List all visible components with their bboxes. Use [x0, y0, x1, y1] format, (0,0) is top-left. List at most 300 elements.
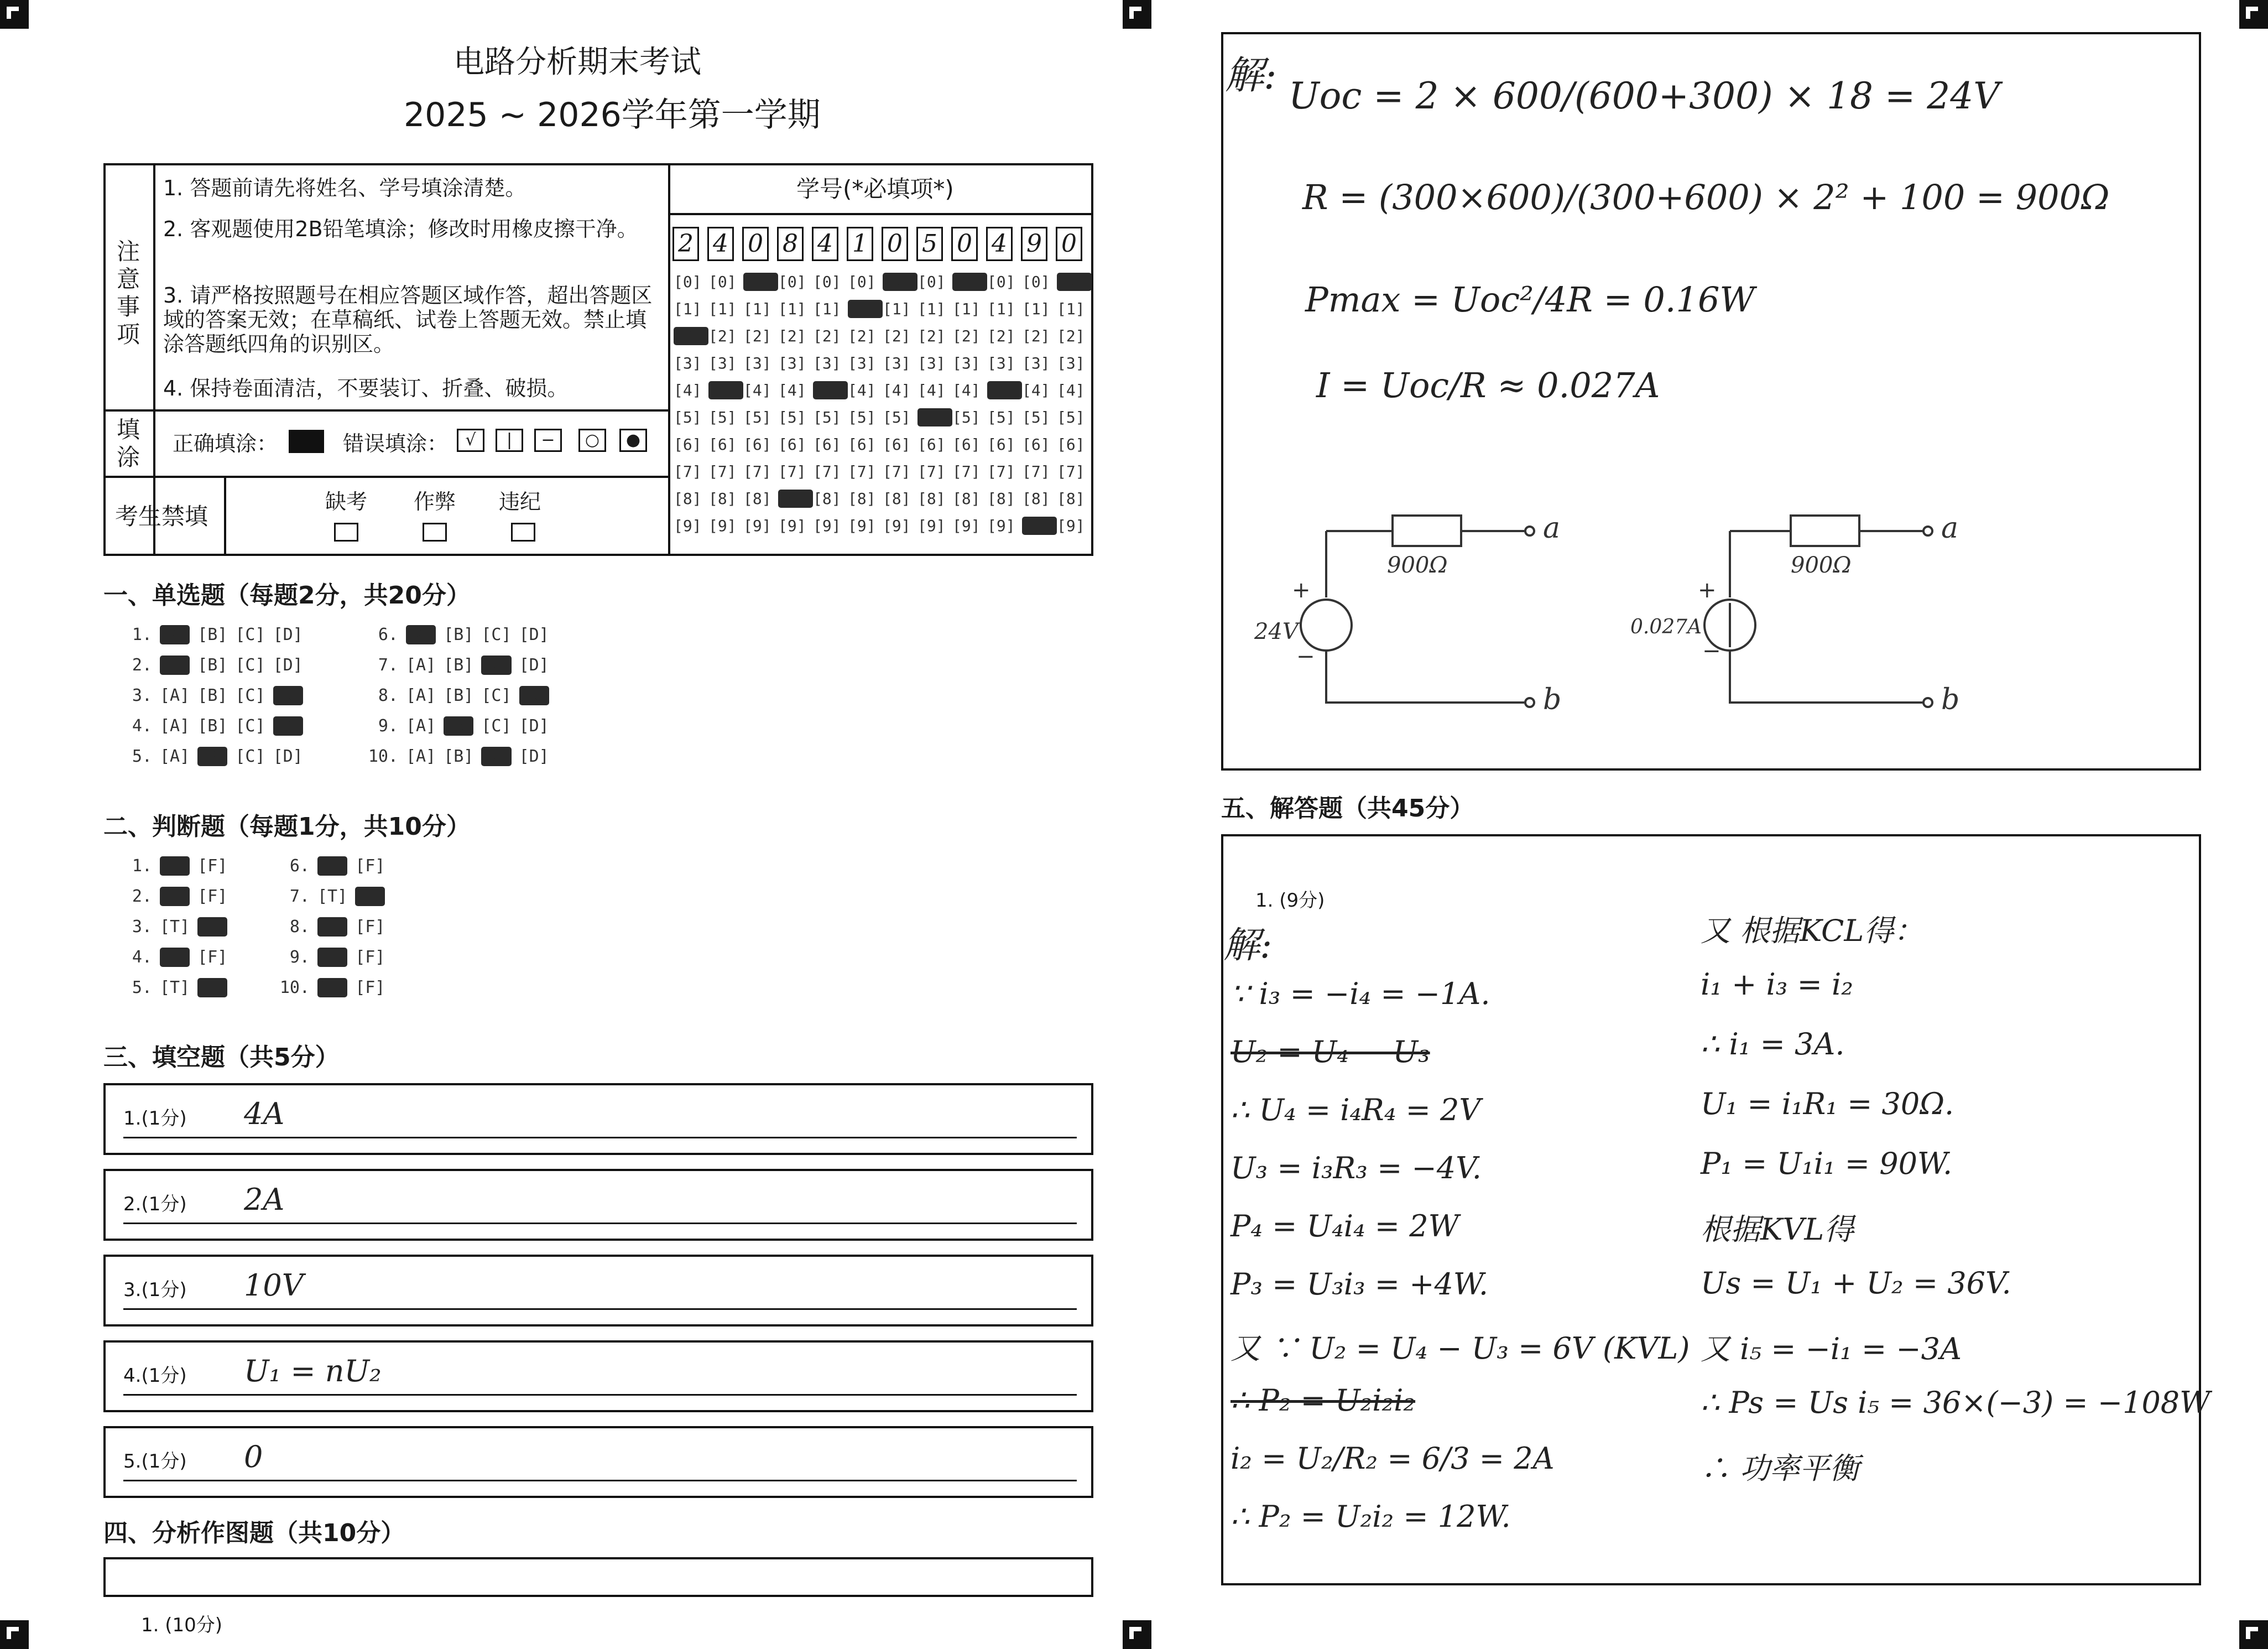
- student-id-bubble[interactable]: [8]: [1057, 490, 1085, 508]
- student-id-bubble[interactable]: [0]: [1022, 273, 1050, 291]
- tf-question-4: [119, 948, 235, 967]
- tf-question-number: 1.: [132, 856, 152, 876]
- mc-option-d[interactable]: [D]: [273, 686, 303, 705]
- student-id-bubble[interactable]: [6]: [743, 435, 771, 454]
- forbidden-absent-label: 缺考: [325, 490, 368, 514]
- mc-option-a[interactable]: [A]: [406, 686, 436, 705]
- mc-question-7: [365, 656, 557, 675]
- mc-option-a[interactable]: [A]: [406, 625, 436, 644]
- student-id-bubble[interactable]: [8]: [917, 490, 946, 508]
- student-id-bubble[interactable]: [8]: [883, 490, 911, 508]
- fill-answer-box-1[interactable]: [103, 1083, 1093, 1155]
- student-id-bubble[interactable]: [2]: [883, 327, 911, 345]
- student-id-bubble[interactable]: [0]: [987, 273, 1015, 291]
- mc-option-a[interactable]: [A]: [406, 656, 436, 675]
- student-id-bubble[interactable]: [4]: [917, 381, 946, 399]
- student-id-bubble[interactable]: [9]: [674, 517, 702, 535]
- mc-question-9: [365, 716, 557, 736]
- student-id-bubble[interactable]: [8]: [743, 490, 771, 508]
- fill-label: 3.(1分): [123, 1279, 187, 1301]
- mc-option-d[interactable]: [D]: [273, 656, 303, 675]
- mc-option-b[interactable]: [B]: [444, 686, 474, 705]
- student-id-bubble[interactable]: [3]: [952, 354, 981, 372]
- mc-option-c[interactable]: [C]: [481, 716, 512, 736]
- student-id-bubble[interactable]: [9]: [1057, 517, 1085, 535]
- mc-question-number: 8.: [378, 686, 398, 705]
- svg-text:−: −: [1296, 644, 1315, 669]
- mc-option-a[interactable]: [A]: [160, 625, 190, 644]
- essay-left-line: ∴ P₂ = U₂i₂i₂: [1231, 1383, 1416, 1418]
- student-id-bubble[interactable]: [3]: [778, 354, 806, 372]
- student-id-bubble[interactable]: [0]: [917, 273, 946, 291]
- student-id-bubble[interactable]: [6]: [813, 435, 841, 454]
- student-id-bubble[interactable]: [1]: [778, 300, 806, 318]
- corner-mark-top-left: [0, 0, 29, 29]
- analysis-answer-box[interactable]: [103, 1557, 1093, 1597]
- student-id-bubble[interactable]: [9]: [743, 517, 771, 535]
- student-id-bubble[interactable]: [6]: [987, 435, 1015, 454]
- student-id-bubble[interactable]: [3]: [708, 354, 737, 372]
- mc-option-d[interactable]: [D]: [519, 716, 549, 736]
- student-id-bubble[interactable]: [1]: [952, 300, 981, 318]
- student-id-bubble[interactable]: [6]: [917, 435, 946, 454]
- svg-text:−: −: [1702, 638, 1721, 664]
- mc-option-b[interactable]: [B]: [444, 656, 474, 675]
- student-id-bubble[interactable]: [6]: [1057, 435, 1085, 454]
- wrong-sample-check: √: [457, 429, 484, 452]
- student-id-bubble[interactable]: [7]: [708, 462, 737, 481]
- tf-option-f[interactable]: [F]: [197, 887, 228, 906]
- mc-option-c[interactable]: [C]: [481, 625, 512, 644]
- forbidden-cheat-label: 作弊: [414, 490, 456, 514]
- fill-underline: [123, 1394, 1077, 1396]
- student-id-bubble[interactable]: [0]: [743, 273, 778, 291]
- circuit-2-resistor-label: 900Ω: [1791, 553, 1852, 578]
- student-id-bubble[interactable]: [5]: [674, 408, 702, 426]
- tf-section-title: 二、判断题（每题1分，共10分）: [103, 813, 471, 841]
- mc-question-number: 4.: [132, 716, 152, 736]
- student-id-bubble[interactable]: [9]: [952, 517, 981, 535]
- student-id-bubble[interactable]: [0]: [813, 273, 841, 291]
- fill-label: 4.(1分): [123, 1365, 187, 1387]
- essay-left-line: i₂ = U₂/R₂ = 6/3 = 2A: [1231, 1441, 1555, 1476]
- student-id-bubble[interactable]: [8]: [987, 490, 1015, 508]
- essay-right-line: 又 根据KCL得：: [1701, 913, 1924, 948]
- mc-option-b[interactable]: [B]: [197, 625, 228, 644]
- student-id-bubble-row: [674, 273, 1092, 291]
- tf-option-f[interactable]: [F]: [355, 856, 385, 876]
- student-id-bubble[interactable]: [4]: [674, 381, 702, 399]
- tf-question-number: 8.: [289, 917, 310, 937]
- student-id-bubble[interactable]: [3]: [848, 354, 876, 372]
- student-id-bubble[interactable]: [2]: [778, 327, 806, 345]
- mc-option-a[interactable]: [A]: [406, 747, 436, 766]
- student-id-bubble[interactable]: [7]: [917, 462, 946, 481]
- tf-question-5: [119, 978, 235, 997]
- tf-option-f[interactable]: [F]: [197, 978, 228, 997]
- mc-option-c[interactable]: [C]: [235, 686, 265, 705]
- mc-question-6: [365, 625, 557, 644]
- student-id-bubble[interactable]: [5]: [1022, 408, 1050, 426]
- student-id-bubble[interactable]: [4]: [848, 381, 876, 399]
- tf-question-8: [277, 917, 393, 937]
- tf-question-number: 10.: [279, 978, 310, 997]
- forbidden-label: 考生禁填: [115, 503, 208, 530]
- student-id-digit[interactable]: 1: [847, 227, 873, 261]
- absent-checkbox[interactable]: [334, 523, 358, 542]
- student-id-bubble[interactable]: [2]: [1057, 327, 1085, 345]
- student-id-bubble[interactable]: [4]: [1057, 381, 1085, 399]
- svg-text:+: +: [1292, 578, 1311, 603]
- student-id-bubble[interactable]: [3]: [1057, 354, 1085, 372]
- exam-term: 2025 ~ 2026学年第一学期: [404, 96, 821, 134]
- mc-option-d[interactable]: [D]: [519, 747, 549, 766]
- fill-underline: [123, 1308, 1077, 1310]
- svg-text:+: +: [1698, 578, 1717, 603]
- correct-fill-label: 正确填涂：: [173, 431, 278, 456]
- fill-handwritten-answer: 4A: [244, 1096, 285, 1131]
- mc-option-a[interactable]: [A]: [406, 716, 436, 736]
- student-id-label: 学号(*必填项*): [796, 175, 954, 202]
- mc-question-2: [119, 656, 311, 675]
- student-id-bubble[interactable]: [5]: [813, 408, 841, 426]
- student-id-bubble[interactable]: [2]: [1022, 327, 1050, 345]
- tf-option-f[interactable]: [F]: [355, 978, 385, 997]
- student-id-bubble[interactable]: [8]: [778, 490, 813, 508]
- circuit-2: [1704, 516, 1932, 707]
- mc-option-c[interactable]: [C]: [481, 686, 512, 705]
- mc-option-d[interactable]: [D]: [273, 625, 303, 644]
- essay-left-line: ∴ U₄ = i₄R₄ = 2V: [1231, 1093, 1481, 1127]
- student-id-bubble[interactable]: [7]: [674, 462, 702, 481]
- mc-option-c[interactable]: [C]: [235, 747, 265, 766]
- corner-mark-bottom-mid: [1123, 1620, 1151, 1649]
- tf-question-number: 5.: [132, 978, 152, 997]
- mc-option-c[interactable]: [C]: [481, 656, 512, 675]
- fill-answer-box-5[interactable]: [103, 1426, 1093, 1498]
- essay-section-title: 五、解答题（共45分）: [1221, 794, 1474, 823]
- student-id-bubble[interactable]: [0]: [952, 273, 987, 291]
- mc-question-number: 2.: [132, 656, 152, 675]
- student-id-bubble[interactable]: [2]: [848, 327, 876, 345]
- student-id-digit[interactable]: 0: [951, 227, 978, 261]
- student-id-bubble[interactable]: [0]: [674, 273, 702, 291]
- student-id-bubble[interactable]: [1]: [987, 300, 1015, 318]
- student-id-bubble[interactable]: [3]: [917, 354, 946, 372]
- notice-label: 注意事项: [116, 238, 140, 348]
- essay-left-line: 又 ∵ U₂ = U₄ − U₃ = 6V (KVL): [1231, 1331, 1690, 1366]
- fill-section-title: 三、填空题（共5分）: [103, 1043, 340, 1071]
- student-id-bubble[interactable]: [8]: [848, 490, 876, 508]
- tf-option-f[interactable]: [F]: [355, 887, 385, 906]
- student-id-bubble[interactable]: [7]: [778, 462, 806, 481]
- essay-right-line: ∴ i₁ = 3A.: [1701, 1027, 1845, 1062]
- mc-option-d[interactable]: [D]: [519, 656, 549, 675]
- cheat-checkbox[interactable]: [423, 523, 447, 542]
- mc-option-c[interactable]: [C]: [235, 625, 265, 644]
- student-id-bubble[interactable]: [1]: [917, 300, 946, 318]
- student-id-bubble[interactable]: [9]: [708, 517, 737, 535]
- student-id-bubble[interactable]: [4]: [778, 381, 806, 399]
- tf-question-number: 6.: [289, 856, 310, 876]
- notice-item-2: 2. 客观题使用2B铅笔填涂；修改时用橡皮擦干净。: [163, 217, 638, 241]
- fill-handwritten-answer: 10V: [244, 1268, 304, 1303]
- student-id-bubble[interactable]: [5]: [848, 408, 876, 426]
- student-id-bubble[interactable]: [7]: [848, 462, 876, 481]
- student-id-bubble[interactable]: [1]: [848, 300, 883, 318]
- top-work-line-1: Uoc = 2 × 600/(600+300) × 18 = 24V: [1289, 75, 2000, 117]
- student-id-bubble[interactable]: [7]: [952, 462, 981, 481]
- student-id-bubble[interactable]: [0]: [848, 273, 876, 291]
- student-id-digit[interactable]: 2: [672, 227, 699, 261]
- student-id-bubble[interactable]: [0]: [778, 273, 806, 291]
- forbidden-violation-label: 违纪: [499, 490, 541, 514]
- student-id-bubble-row: [674, 435, 1092, 454]
- student-id-bubble[interactable]: [7]: [1022, 462, 1050, 481]
- tf-option-t[interactable]: [T]: [317, 887, 348, 906]
- student-id-bubble[interactable]: [0]: [1057, 273, 1092, 291]
- mc-option-d[interactable]: [D]: [519, 625, 549, 644]
- circuit-1-node-a: a: [1543, 512, 1561, 545]
- tf-option-t[interactable]: [T]: [160, 917, 190, 937]
- student-id-bubble[interactable]: [9]: [778, 517, 806, 535]
- student-id-bubble[interactable]: [3]: [1022, 354, 1050, 372]
- essay-right-line: ∴ 功率平衡: [1701, 1451, 1860, 1486]
- tf-option-t[interactable]: [T]: [160, 948, 190, 967]
- mc-option-a[interactable]: [A]: [160, 716, 190, 736]
- student-id-bubble[interactable]: [2]: [708, 327, 737, 345]
- fill-label: 1.(1分): [123, 1107, 187, 1130]
- student-id-bubble-row: [674, 517, 1092, 535]
- student-id-bubble[interactable]: [6]: [952, 435, 981, 454]
- essay-right-line: Us = U₁ + U₂ = 36V.: [1701, 1266, 2011, 1301]
- fill-handwritten-answer: 2A: [244, 1182, 285, 1217]
- student-id-bubble[interactable]: [5]: [987, 408, 1015, 426]
- fill-answer-box-4[interactable]: [103, 1340, 1093, 1412]
- tf-option-f[interactable]: [F]: [197, 856, 228, 876]
- circuit-1-node-b: b: [1543, 683, 1562, 716]
- student-id-bubble[interactable]: [7]: [743, 462, 771, 481]
- student-id-bubble[interactable]: [4]: [883, 381, 911, 399]
- mc-option-d[interactable]: [D]: [273, 747, 303, 766]
- mc-option-b[interactable]: [B]: [197, 716, 228, 736]
- student-id-bubble[interactable]: [9]: [1022, 517, 1057, 535]
- wrong-sample-circle: ○: [578, 429, 606, 452]
- essay-right-line: U₁ = i₁R₁ = 30Ω.: [1701, 1086, 1954, 1121]
- notice-item-1: 1. 答题前请先将姓名、学号填涂清楚。: [163, 176, 526, 200]
- student-id-digit[interactable]: 4: [707, 227, 734, 261]
- student-id-bubble[interactable]: [2]: [743, 327, 771, 345]
- student-id-bubble[interactable]: [8]: [952, 490, 981, 508]
- student-id-digit[interactable]: 4: [812, 227, 838, 261]
- student-id-bubble[interactable]: [8]: [674, 490, 702, 508]
- student-id-digit[interactable]: 8: [777, 227, 804, 261]
- student-id-digit[interactable]: 0: [1056, 227, 1082, 261]
- analysis-section-title: 四、分析作图题（共10分）: [103, 1519, 405, 1547]
- essay-solution-label: 解:: [1223, 924, 1273, 966]
- tf-option-f[interactable]: [F]: [355, 948, 385, 967]
- student-id-bubble[interactable]: [2]: [674, 327, 708, 345]
- mc-option-b[interactable]: [B]: [197, 686, 228, 705]
- wrong-fill-label: 错误填涂：: [343, 431, 449, 456]
- mc-question-number: 3.: [132, 686, 152, 705]
- student-id-bubble[interactable]: [4]: [708, 381, 743, 399]
- tf-question-3: [119, 917, 235, 937]
- tf-option-t[interactable]: [T]: [160, 887, 190, 906]
- student-id-bubble[interactable]: [1]: [1057, 300, 1085, 318]
- mc-option-c[interactable]: [C]: [235, 656, 265, 675]
- mc-question-number: 10.: [368, 747, 398, 766]
- student-id-bubble[interactable]: [6]: [778, 435, 806, 454]
- mc-option-c[interactable]: [C]: [235, 716, 265, 736]
- student-id-bubble[interactable]: [6]: [708, 435, 737, 454]
- student-id-bubble[interactable]: [3]: [883, 354, 911, 372]
- tf-question-1: [119, 856, 235, 876]
- mc-option-a[interactable]: [A]: [160, 747, 190, 766]
- fill-answer-box-3[interactable]: [103, 1255, 1093, 1327]
- student-id-bubble[interactable]: [6]: [848, 435, 876, 454]
- student-id-bubble[interactable]: [7]: [1057, 462, 1085, 481]
- mc-question-number: 9.: [378, 716, 398, 736]
- student-id-bubble[interactable]: [9]: [813, 517, 841, 535]
- student-id-bubble[interactable]: [5]: [743, 408, 771, 426]
- tf-option-t[interactable]: [T]: [160, 978, 190, 997]
- mc-option-c[interactable]: [C]: [481, 747, 512, 766]
- student-id-bubble[interactable]: [1]: [674, 300, 702, 318]
- tf-question-9: [277, 948, 393, 967]
- student-id-bubble[interactable]: [9]: [883, 517, 911, 535]
- mc-section-title: 一、单选题（每题2分，共20分）: [103, 581, 471, 610]
- student-id-bubble[interactable]: [3]: [674, 354, 702, 372]
- notice-item-4: 4. 保持卷面清洁，不要装订、折叠、破损。: [163, 376, 569, 400]
- student-id-bubble[interactable]: [4]: [1022, 381, 1050, 399]
- violation-checkbox[interactable]: [511, 523, 535, 542]
- mc-option-a[interactable]: [A]: [160, 686, 190, 705]
- student-id-bubble[interactable]: [1]: [883, 300, 911, 318]
- student-id-bubble[interactable]: [5]: [917, 408, 952, 426]
- student-id-bubble[interactable]: [3]: [987, 354, 1015, 372]
- student-id-bubble[interactable]: [6]: [674, 435, 702, 454]
- student-id-bubble[interactable]: [4]: [743, 381, 771, 399]
- tf-option-t[interactable]: [T]: [160, 856, 190, 876]
- essay-right-line: P₁ = U₁i₁ = 90W.: [1701, 1146, 1953, 1181]
- top-work-line-2: R = (300×600)/(300+600) × 2² + 100 = 900Ω: [1302, 177, 2110, 217]
- student-id-bubble[interactable]: [5]: [778, 408, 806, 426]
- student-id-bubble[interactable]: [8]: [708, 490, 737, 508]
- student-id-bubble[interactable]: [4]: [952, 381, 981, 399]
- student-id-bubble[interactable]: [5]: [1057, 408, 1085, 426]
- mc-question-4: [119, 716, 311, 736]
- student-id-bubble[interactable]: [4]: [987, 381, 1022, 399]
- circuit-2-source-label: 0.027A: [1630, 616, 1702, 638]
- mc-question-3: [119, 686, 311, 705]
- mc-option-b[interactable]: [B]: [444, 716, 474, 736]
- mc-option-b[interactable]: [B]: [197, 747, 228, 766]
- student-id-bubble[interactable]: [0]: [883, 273, 917, 291]
- mc-option-d[interactable]: [D]: [519, 686, 549, 705]
- student-id-bubble[interactable]: [1]: [708, 300, 737, 318]
- student-id-bubble[interactable]: [8]: [1022, 490, 1050, 508]
- student-id-bubble[interactable]: [3]: [813, 354, 841, 372]
- tf-question-number: 4.: [132, 948, 152, 967]
- student-id-bubble[interactable]: [5]: [952, 408, 981, 426]
- student-id-bubble[interactable]: [9]: [917, 517, 946, 535]
- student-id-bubble[interactable]: [0]: [708, 273, 737, 291]
- student-id-bubble[interactable]: [2]: [813, 327, 841, 345]
- student-id-digit[interactable]: 4: [986, 227, 1013, 261]
- circuit-1-resistor-label: 900Ω: [1387, 553, 1448, 578]
- wrong-sample-dot: ●: [619, 429, 647, 452]
- tf-option-t[interactable]: [T]: [317, 948, 348, 967]
- student-id-bubble[interactable]: [5]: [883, 408, 911, 426]
- student-id-bubble[interactable]: [7]: [987, 462, 1015, 481]
- student-id-bubble[interactable]: [1]: [743, 300, 771, 318]
- essay-left-line: ∴ P₂ = U₂i₂ = 12W.: [1231, 1499, 1511, 1534]
- student-id-bubble[interactable]: [1]: [1022, 300, 1050, 318]
- analysis-q1-label: 1. (10分): [141, 1614, 223, 1636]
- student-id-bubble[interactable]: [9]: [848, 517, 876, 535]
- student-id-bubble[interactable]: [3]: [743, 354, 771, 372]
- essay-right-line: 根据KVL得: [1701, 1212, 1854, 1247]
- correct-fill-sample: [289, 430, 324, 453]
- circuit-2-node-b: b: [1941, 683, 1960, 716]
- circuit-2-node-a: a: [1941, 512, 1959, 545]
- tf-option-f[interactable]: [F]: [197, 917, 228, 937]
- tf-question-number: 2.: [132, 887, 152, 906]
- student-id-bubble[interactable]: [2]: [952, 327, 981, 345]
- student-id-digit[interactable]: 9: [1021, 227, 1047, 261]
- student-id-bubble-row: [674, 408, 1092, 426]
- thevenin-circuit-diagrams: [1221, 498, 2201, 730]
- student-id-digit[interactable]: 0: [882, 227, 908, 261]
- student-id-bubble[interactable]: [7]: [883, 462, 911, 481]
- corner-mark-bottom-left: [0, 1620, 29, 1649]
- tf-option-t[interactable]: [T]: [317, 856, 348, 876]
- student-id-bubble[interactable]: [2]: [917, 327, 946, 345]
- fill-answer-box-2[interactable]: [103, 1169, 1093, 1241]
- mc-option-b[interactable]: [B]: [197, 656, 228, 675]
- mc-question-number: 5.: [132, 747, 152, 766]
- essay-right-line: ∴ Ps = Us i₅ = 36×(−3) = −108W: [1701, 1385, 2210, 1420]
- wrong-sample-line: |: [496, 429, 523, 452]
- mc-option-d[interactable]: [D]: [273, 716, 303, 736]
- tf-option-t[interactable]: [T]: [317, 978, 348, 997]
- student-id-bubble[interactable]: [6]: [1022, 435, 1050, 454]
- student-id-bubble[interactable]: [6]: [883, 435, 911, 454]
- corner-mark-top-right: [2239, 0, 2268, 29]
- student-id-bubble[interactable]: [5]: [708, 408, 737, 426]
- circuit-1: [1301, 516, 1534, 707]
- student-id-digit[interactable]: 5: [916, 227, 943, 261]
- corner-mark-top-mid: [1123, 0, 1151, 29]
- mc-question-number: 1.: [132, 625, 152, 644]
- student-id-bubble[interactable]: [2]: [987, 327, 1015, 345]
- mc-option-b[interactable]: [B]: [444, 625, 474, 644]
- student-id-bubble[interactable]: [9]: [987, 517, 1015, 535]
- fill-label: 填涂: [116, 416, 140, 471]
- tf-option-t[interactable]: [T]: [317, 917, 348, 937]
- student-id-bubble[interactable]: [8]: [813, 490, 841, 508]
- student-id-bubble[interactable]: [4]: [813, 381, 848, 399]
- student-id-bubble[interactable]: [1]: [813, 300, 841, 318]
- mc-option-a[interactable]: [A]: [160, 656, 190, 675]
- student-id-digit[interactable]: 0: [742, 227, 769, 261]
- tf-option-f[interactable]: [F]: [197, 948, 228, 967]
- fill-underline: [123, 1137, 1077, 1138]
- student-id-bubble[interactable]: [7]: [813, 462, 841, 481]
- mc-option-b[interactable]: [B]: [444, 747, 474, 766]
- tf-option-f[interactable]: [F]: [355, 917, 385, 937]
